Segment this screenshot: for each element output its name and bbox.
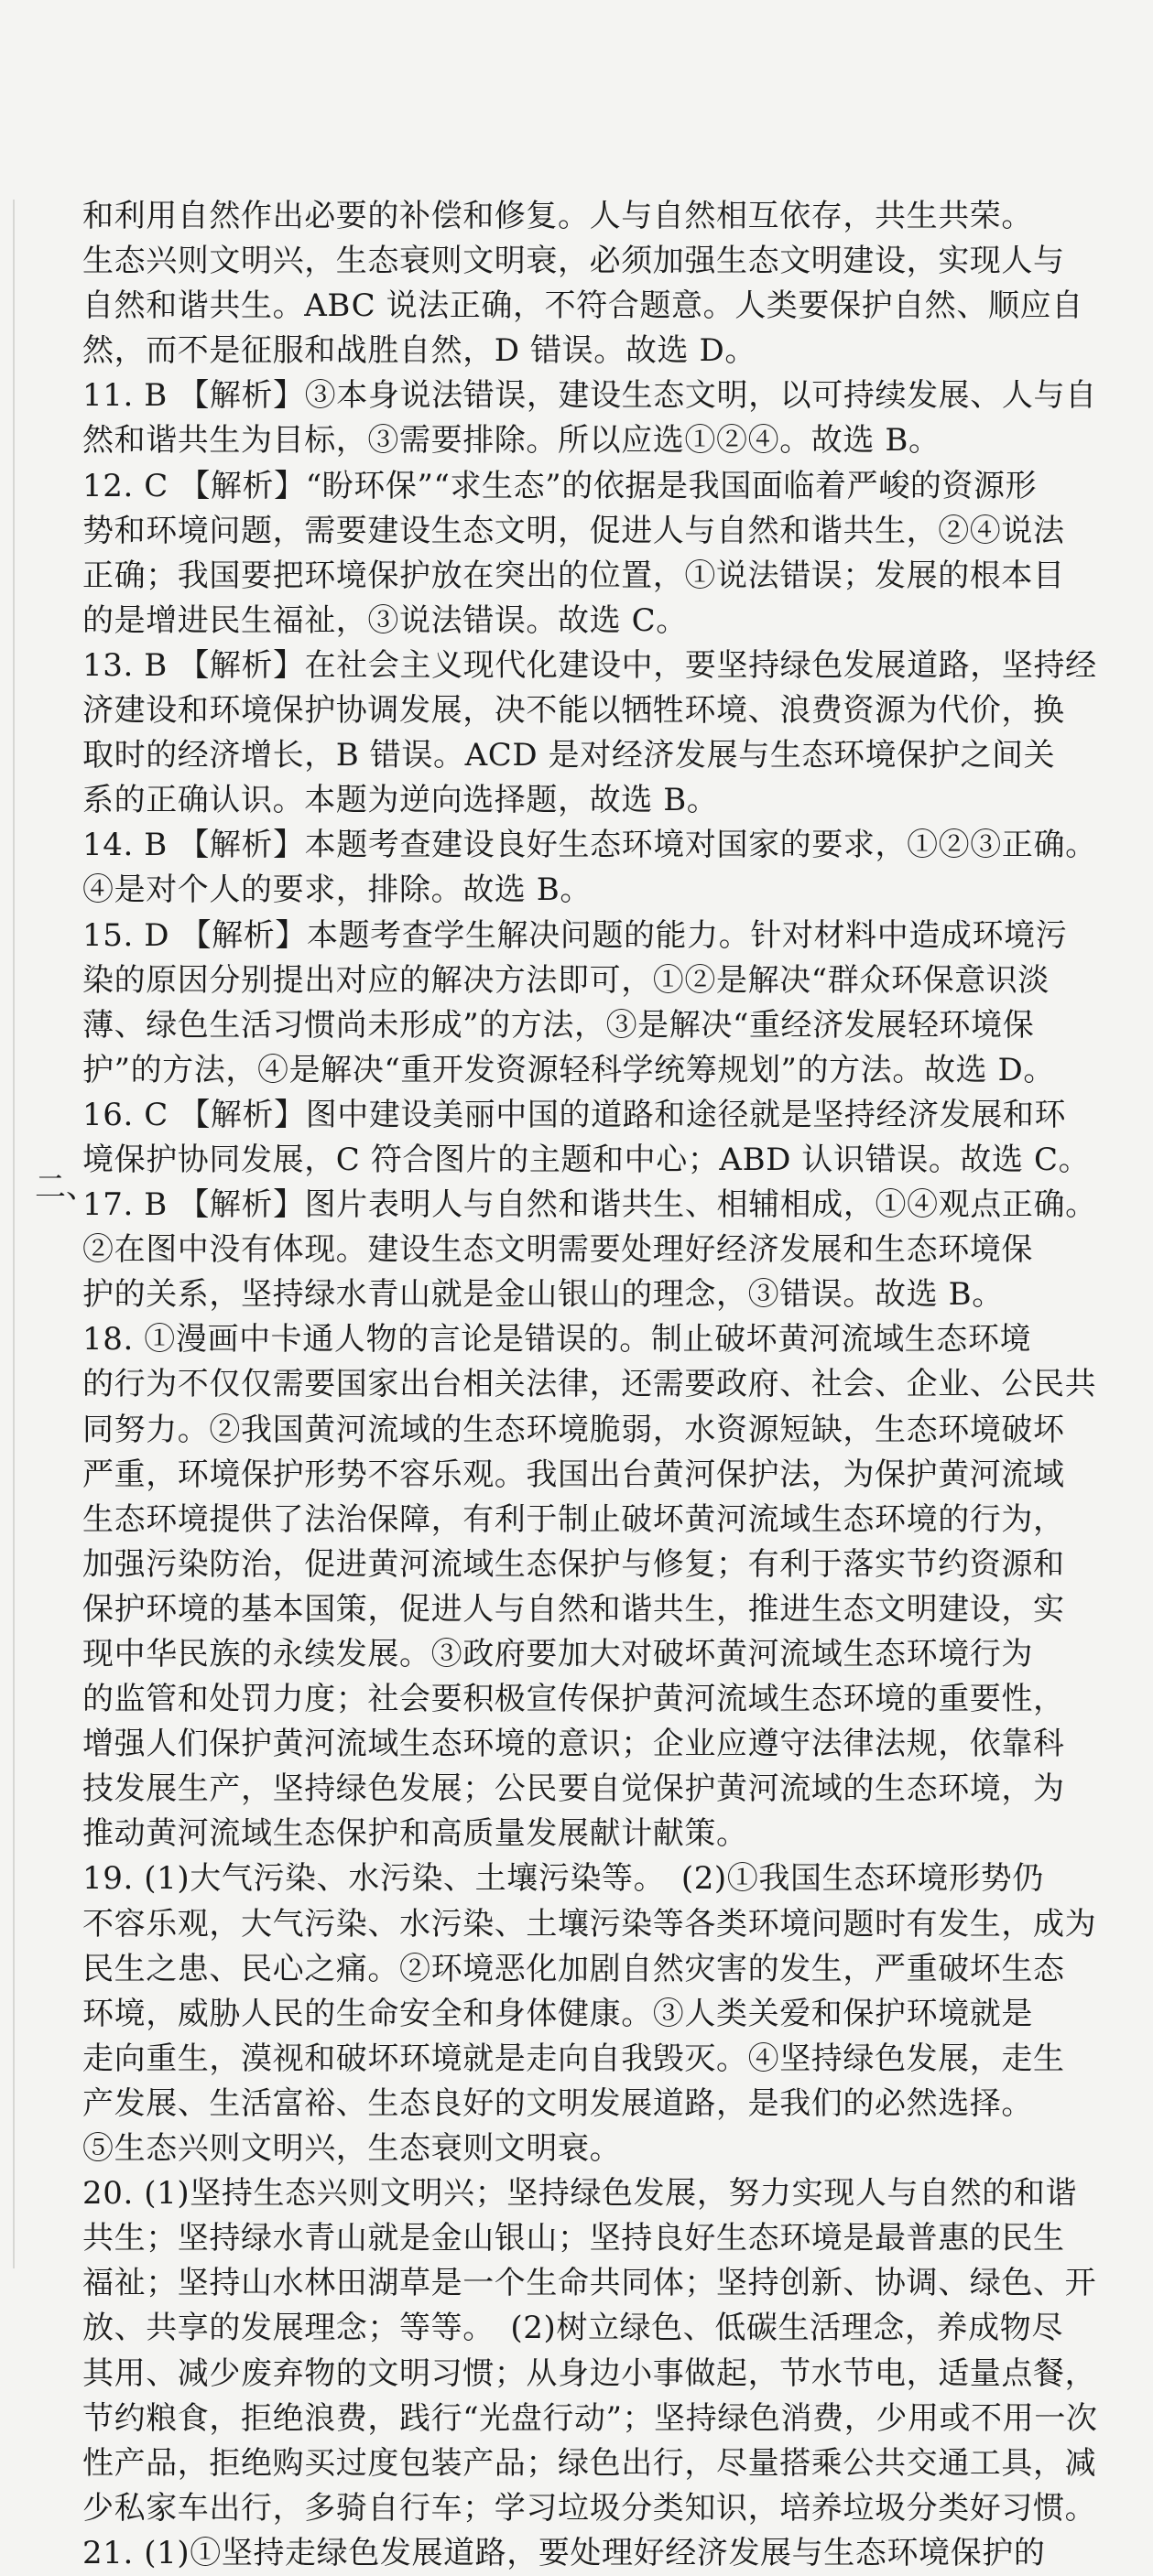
text-line: 20. (1)坚持生态兴则文明兴；坚持绿色发展，努力实现人与自然的和谐 xyxy=(82,2175,1078,2213)
text-line: 21. (1)①坚持走绿色发展道路，要处理好经济发展与生态环境保护的 xyxy=(82,2534,1046,2571)
text-line: 染的原因分别提出对应的解决方法即可，①②是解决“群众环保意识淡 xyxy=(82,961,1050,999)
text-line: 放、共享的发展理念；等等。 (2)树立绿色、低碳生活理念，养成物尽 xyxy=(82,2310,1063,2347)
text-line: 技发展生产，坚持绿色发展；公民要自觉保护黄河流域的生态环境，为 xyxy=(82,1770,1065,1808)
text-line: 环境，威胁人民的生命安全和身体健康。③人类关爱和保护环境就是 xyxy=(82,1995,1033,2032)
text-line: 11. B 【解析】③本身说法错误，建设生态文明，以可持续发展、人与自 xyxy=(82,377,1097,415)
text-line: 系的正确认识。本题为逆向选择题，故选 B。 xyxy=(82,782,719,819)
text-line: 生态环境提供了法治保障，有利于制止破坏黄河流域生态环境的行为， xyxy=(82,1500,1065,1538)
text-line: 民生之患、民心之痛。②环境恶化加剧自然灾害的发生，严重破坏生态 xyxy=(82,1950,1065,1987)
answer-text-block xyxy=(82,194,1098,2576)
text-line: 护的关系，坚持绿水青山就是金山银山的理念，③错误。故选 B。 xyxy=(82,1276,1004,1314)
text-line: 15. D 【解析】本题考查学生解决问题的能力。针对材料中造成环境污 xyxy=(82,916,1068,954)
text-line: ④是对个人的要求，排除。故选 B。 xyxy=(82,871,592,909)
text-line: 节约粮食，拒绝浪费，践行“光盘行动”；坚持绿色消费，少用或不用一次 xyxy=(82,2399,1098,2437)
text-line: 境保护协同发展，C 符合图片的主题和中心；ABD 认识错误。故选 C。 xyxy=(82,1141,1091,1178)
text-line: 14. B 【解析】本题考查建设良好生态环境对国家的要求，①②③正确。 xyxy=(82,827,1097,864)
text-line: 产发展、生活富裕、生态良好的文明发展道路，是我们的必然选择。 xyxy=(82,2084,1033,2122)
text-line: 保护环境的基本国策，促进人与自然和谐共生，推进生态文明建设，实 xyxy=(82,1590,1065,1628)
text-line: 现中华民族的永续发展。③政府要加大对破坏黄河流域生态环境行为 xyxy=(82,1636,1033,1672)
text-line: 推动黄河流域生态保护和高质量发展献计献策。 xyxy=(82,1815,748,1853)
text-line: 18. ①漫画中卡通人物的言论是错误的。制止破坏黄河流域生态环境 xyxy=(82,1321,1032,1358)
text-line: 的行为不仅仅需要国家出台相关法律，还需要政府、社会、企业、公民共 xyxy=(82,1366,1097,1403)
page-edge-line xyxy=(13,200,15,2268)
text-line: 势和环境问题，需要建设生态文明，促进人与自然和谐共生，②④说法 xyxy=(82,512,1065,549)
text-line: 13. B 【解析】在社会主义现代化建设中，要坚持绿色发展道路，坚持经 xyxy=(82,646,1097,684)
text-line: 12. C 【解析】“盼环保”“求生态”的依据是我国面临着严峻的资源形 xyxy=(82,467,1038,504)
text-line: 少私家车出行，多骑自行车；学习垃圾分类知识，培养垃圾分类好习惯。 xyxy=(82,2489,1097,2527)
text-line: 和利用自然作出必要的补偿和修复。人与自然相互依存，共生共荣。 xyxy=(82,198,1033,234)
section-number: 二、 xyxy=(35,1169,97,1206)
text-line: 走向重生，漠视和破坏环境就是走向自我毁灭。④坚持绿色发展，走生 xyxy=(82,2040,1065,2077)
text-line: 17. B 【解析】图片表明人与自然和谐共生、相辅相成，①④观点正确。 xyxy=(82,1186,1097,1224)
text-line: 性产品，拒绝购买过度包装产品；绿色出行，尽量搭乘公共交通工具，减 xyxy=(82,2444,1097,2482)
text-line: 增强人们保护黄河流域生态环境的意识；企业应遵守法律法规，依靠科 xyxy=(82,1726,1065,1763)
text-line: 正确；我国要把环境保护放在突出的位置，①说法错误；发展的根本目 xyxy=(82,557,1065,594)
text-line: 共生；坚持绿水青山就是金山银山；坚持良好生态环境是最普惠的民生 xyxy=(82,2220,1065,2257)
text-line: 不容乐观，大气污染、水污染、土壤污染等各类环境问题时有发生，成为 xyxy=(82,1905,1097,1943)
text-line: 的是增进民生福祉，③说法错误。故选 C。 xyxy=(82,601,688,639)
text-line: 16. C 【解析】图中建设美丽中国的道路和途径就是坚持经济发展和环 xyxy=(82,1096,1067,1133)
text-line: ②在图中没有体现。建设生态文明需要处理好经济发展和生态环境保 xyxy=(82,1231,1033,1269)
text-line: 济建设和环境保护协调发展，决不能以牺牲环境、浪费资源为代价，换 xyxy=(82,692,1065,730)
text-line: 其用、减少废弃物的文明习惯；从身边小事做起，节水节电，适量点餐， xyxy=(82,2354,1097,2392)
text-line: 取时的经济增长，B 错误。ACD 是对经济发展与生态环境保护之间关 xyxy=(82,737,1056,774)
text-line: 加强污染防治，促进黄河流域生态保护与修复；有利于落实节约资源和 xyxy=(82,1545,1065,1583)
text-line: 同努力。②我国黄河流域的生态环境脆弱，水资源短缺，生态环境破坏 xyxy=(82,1411,1065,1448)
text-line: 薄、绿色生活习惯尚未形成”的方法，③是解决“重经济发展轻环境保 xyxy=(82,1006,1035,1044)
text-line: 的监管和处罚力度；社会要积极宣传保护黄河流域生态环境的重要性， xyxy=(82,1681,1065,1718)
text-line: 护”的方法，④是解决“重开发资源轻科学统筹规划”的方法。故选 D。 xyxy=(82,1051,1056,1088)
text-line: ⑤生态兴则文明兴，生态衰则文明衰。 xyxy=(82,2130,622,2168)
text-line: 然和谐共生为目标，③需要排除。所以应选①②④。故选 B。 xyxy=(82,422,941,460)
text-line: 福祉；坚持山水林田湖草是一个生命共同体；坚持创新、协调、绿色、开 xyxy=(82,2265,1097,2302)
text-line: 然，而不是征服和战胜自然，D 错误。故选 D。 xyxy=(82,332,756,370)
text-line: 严重，环境保护形势不容乐观。我国出台黄河保护法，为保护黄河流域 xyxy=(82,1456,1065,1493)
text-line: 生态兴则文明兴，生态衰则文明衰，必须加强生态文明建设，实现人与 xyxy=(82,243,1065,280)
text-line: 自然和谐共生。ABC 说法正确，不符合题意。人类要保护自然、顺应自 xyxy=(82,287,1083,325)
text-line: 19. (1)大气污染、水污染、土壤污染等。 (2)①我国生态环境形势仍 xyxy=(82,1860,1044,1898)
